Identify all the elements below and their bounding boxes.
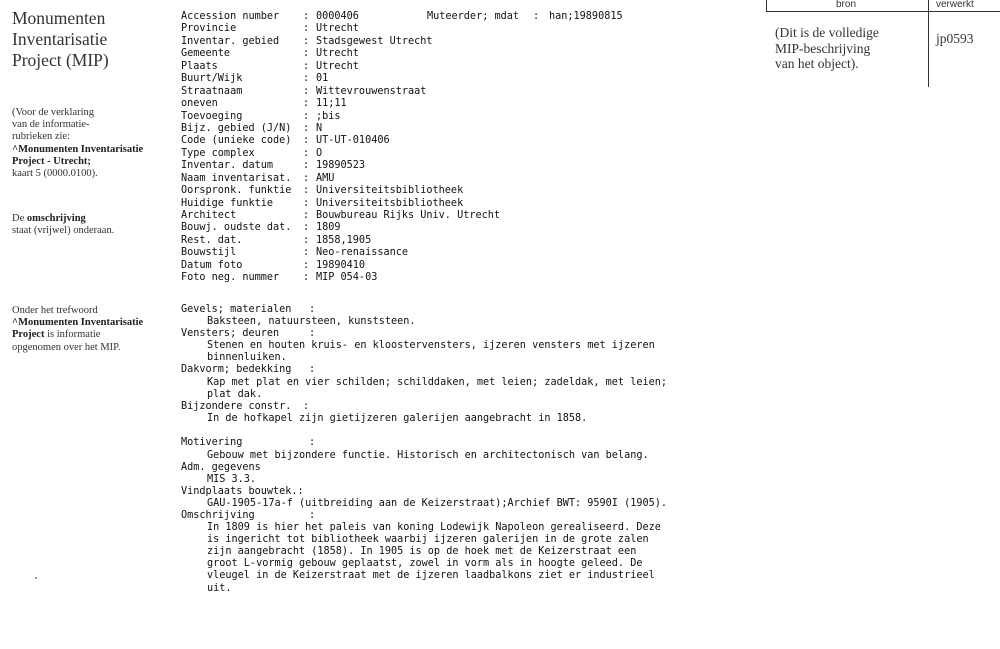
note-line: rubrieken zie: — [12, 131, 71, 143]
field-row: Architect : Bouwbureau Rijks Univ. Utrecht — [181, 210, 501, 221]
note-line: staat (vrijwel) onderaan. — [12, 225, 115, 237]
header-verwerkt: verwerkt — [936, 0, 974, 10]
section-text: zijn aangebracht (1858). In 1905 is op de hoek met de Keizerstraat een — [207, 546, 637, 558]
header-bron: bron — [836, 0, 857, 10]
field-row: Code (unieke code) : UT-UT-010406 — [181, 135, 390, 147]
field-row: Rest. dat. : 1858,1905 — [181, 234, 372, 246]
title-line: Project (MIP) — [12, 50, 109, 70]
note-line: Project is informatie — [12, 329, 101, 341]
section-text: MIS 3.3. — [207, 473, 257, 485]
title-line: Monumenten — [12, 8, 106, 28]
bron-line: van het object). — [775, 56, 859, 71]
bron-cell — [775, 25, 925, 72]
field-row: Plaats : Utrecht — [181, 60, 359, 72]
field-row: Bouwstijl : Neo-renaissance — [181, 247, 409, 259]
mutation-label: Muteerder; mdat — [427, 11, 520, 22]
field-row: Inventar. datum : 19890523 — [181, 160, 366, 172]
note-line: Onder het trefwoord — [12, 305, 98, 316]
section-text: Gebouw met bijzondere functie. Historisch en architectonisch van belang. — [207, 449, 649, 461]
field-row: Huidige funktie : Universiteitsbibliotheek — [181, 197, 464, 209]
note-line: (Voor de verklaring — [12, 107, 95, 118]
record-sections — [181, 304, 741, 595]
section-text: vleugel in de Keizerstraat met de ijzeren laadbalkons ziet er industrieel — [207, 570, 655, 582]
section-text: Baksteen, natuursteen, kunststeen. — [207, 316, 416, 328]
record-fields — [181, 11, 741, 285]
note-reference: Project - Utrecht; — [12, 155, 91, 167]
field-row: Straatnaam : Wittevrouwenstraat — [181, 85, 427, 97]
field-row: Buurt/Wijk : 01 — [181, 73, 329, 85]
mutation-value: han;19890815 — [549, 11, 623, 22]
bron-line: (Dit is de volledige — [775, 25, 879, 40]
section-heading-omschrijving: Omschrijving : — [181, 510, 316, 521]
field-row: Provincie : Utrecht — [181, 23, 359, 35]
field-row: Oorspronk. funktie : Universiteitsbibliotheek — [181, 185, 464, 197]
note-line: kaart 5 (0000.0100). — [12, 168, 98, 180]
field-row: Toevoeging : ;bis — [181, 110, 341, 122]
field-row: oneven : 11;11 — [181, 98, 347, 110]
field-row: Bijz. gebied (J/N) : N — [181, 122, 323, 134]
section-heading-gevels: Gevels; materialen : — [181, 304, 316, 315]
section-text: In de hofkapel zijn gietijzeren galerijen aangebracht in 1858. — [207, 412, 588, 424]
description-note — [12, 213, 182, 237]
section-text: plat dak. — [207, 388, 263, 400]
section-heading-adm: Adm. gegevens — [181, 461, 261, 473]
section-heading-motivering: Motivering : — [181, 437, 316, 449]
field-row: Type complex : O — [181, 147, 323, 159]
title-line: Inventarisatie — [12, 29, 108, 49]
section-text: GAU-1905-17a-f (uitbreiding aan de Keizerstraat);Archief BWT: 9590I (1905). — [207, 497, 668, 509]
field-row: Bouwj. oudste dat. : 1809 — [181, 222, 341, 234]
keyword-note — [12, 305, 182, 354]
note-reference: ^Monumenten Inventarisatie — [12, 143, 144, 155]
section-heading-dakvorm: Dakvorm; bedekking : — [181, 364, 316, 376]
section-text: Kap met plat en vier schilden; schilddaken, met leien; zadeldak, met leien; — [207, 376, 668, 388]
field-row: Gemeente : Utrecht — [181, 48, 359, 60]
bron-line: MIP-beschrijving — [775, 40, 871, 56]
field-row: Foto neg. nummer : MIP 054-03 — [181, 272, 378, 284]
section-heading-vindplaats: Vindplaats bouwtek.: — [181, 485, 304, 497]
note-line: opgenomen over het MIP. — [12, 341, 121, 353]
table-border — [928, 0, 929, 87]
section-heading-bijzondere: Bijzondere constr. : — [181, 400, 310, 412]
section-heading-vensters: Vensters; deuren : — [181, 328, 316, 340]
table-border — [766, 11, 1000, 12]
table-border — [766, 0, 767, 11]
note-reference: ^Monumenten Inventarisatie — [12, 317, 144, 329]
source-table — [766, 0, 1000, 91]
field-row: Accession number : 0000406 — [181, 11, 359, 22]
note-line: van de informatie- — [12, 119, 90, 131]
verwerkt-cell: jp0593 — [936, 31, 974, 46]
field-row: Inventar. gebied : Stadsgewest Utrecht — [181, 35, 433, 47]
section-text: groot L-vormig gebouw geplaatst, zowel in vorm als in hoogte geleed. De — [207, 558, 643, 570]
field-row: Naam inventarisat. : AMU — [181, 172, 335, 184]
section-text: Stenen en houten kruis- en kloostervensters, ijzeren vensters met ijzeren — [207, 340, 655, 352]
explanation-note — [12, 107, 182, 180]
section-text: uit. — [207, 582, 232, 594]
field-row: Datum foto : 19890410 — [181, 259, 366, 271]
scan-speck — [35, 577, 37, 579]
page-title — [12, 8, 177, 71]
section-text: is ingericht tot bibliotheek waarbij ijzeren galerijen in de grote zalen — [207, 534, 649, 546]
note-line: De omschrijving — [12, 213, 86, 224]
field-colon: : — [533, 11, 540, 22]
section-text: In 1809 is hier het paleis van koning Lodewijk Napoleon gerealiseerd. Deze — [207, 522, 661, 534]
section-text: binnenluiken. — [207, 352, 287, 364]
